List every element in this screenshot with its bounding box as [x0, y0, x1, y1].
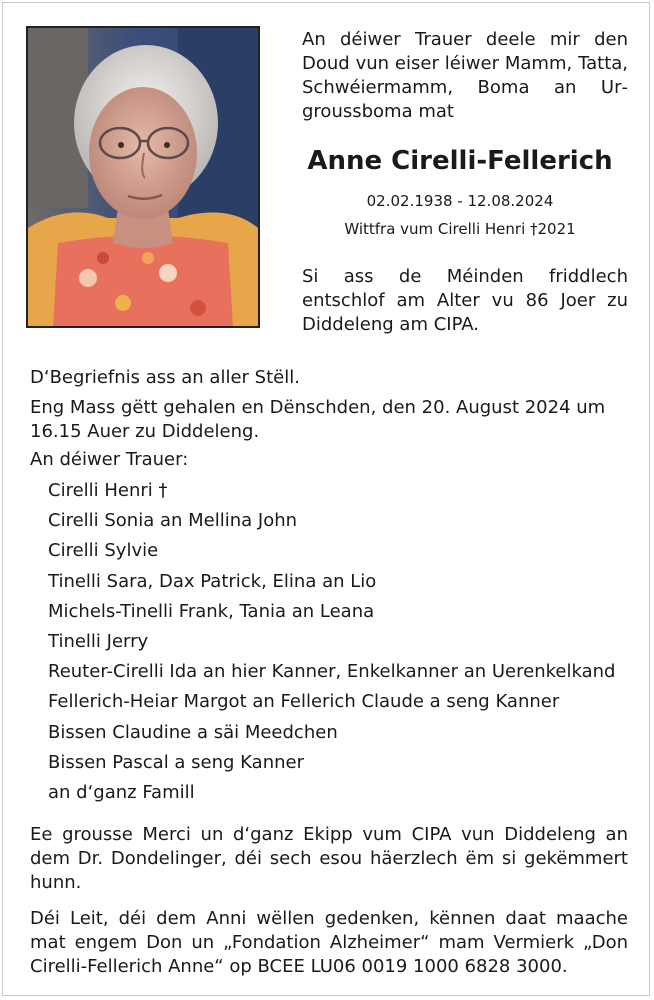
donation-text: Déi Leit, déi dem Anni wëllen gedenken, kënnen daat maache mat engem Don un „Fondation Alzheimer“ mam Vermierk „Don Cirelli-Fellerich Anne“ op BCEE LU06 0019 1000 6828 3000. — [30, 908, 628, 977]
list-item: Cirelli Sylvie — [48, 540, 159, 562]
list-item: Fellerich-Heiar Margot an Fellerich Claude a seng Kanner — [48, 691, 560, 713]
list-item: Reuter-Cirelli Ida an hier Kanner, Enkelkanner an Uerenkelkand — [48, 661, 616, 683]
portrait-photo — [26, 26, 260, 328]
mourners-label: An déiwer Trauer: — [30, 449, 189, 470]
list-item: Cirelli Henri † — [48, 480, 168, 501]
list-item: Bissen Claudine a säi Meedchen — [48, 721, 338, 743]
list-item: Cirelli Sonia an Mellina John — [48, 510, 298, 532]
list-item: Tinelli Sara, Dax Patrick, Elina an Lio — [48, 570, 377, 592]
intro-text: An déiwer Trauer deele mir den Doud vun eiser léiwer Mamm, Tatta, Schwéiermamm, Boma an Urgroussboma mat — [302, 29, 628, 122]
life-dates: 02.02.1938 - 12.08.2024 — [366, 192, 554, 210]
list-item: Bissen Pascal a seng Kanner — [48, 751, 304, 773]
list-item: Tinelli Jerry — [48, 631, 149, 653]
thanks-text: Ee grousse Merci un d‘ganz Ekipp vum CIPA vun Diddeleng an dem Dr. Dondelinger, déi sech esou häerzlech ëm si gekëmmert hunn. — [30, 824, 628, 893]
mass-note: Eng Mass gëtt gehalen en Dënschden, den 20. August 2024 um 16.15 Auer zu Diddeleng. — [30, 397, 606, 442]
burial-note: D‘Begriefnis ass an aller Stëll. — [30, 367, 300, 388]
passing-text: Si ass de Méinden friddlech entschlof am Alter vu 86 Joer zu Diddeleng am CIPA. — [302, 266, 628, 335]
deceased-name: Anne Cirelli-Fellerich — [307, 146, 613, 176]
widow-note: Wittfra vum Cirelli Henri †2021 — [344, 220, 576, 238]
list-item: Michels-Tinelli Frank, Tania an Leana — [48, 600, 375, 622]
list-item: an d‘ganz Famill — [48, 782, 195, 804]
mourners-list — [48, 476, 615, 808]
